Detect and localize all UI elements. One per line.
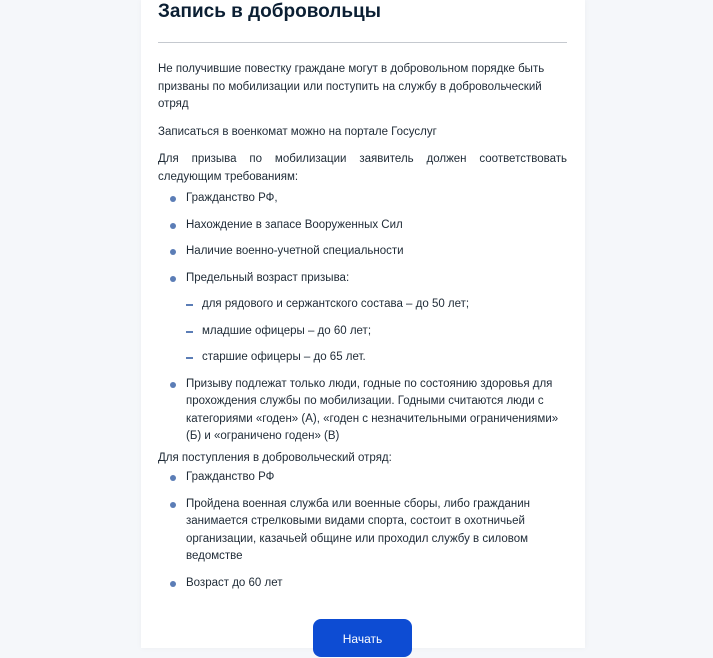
list-item-text: Гражданство РФ, (186, 192, 278, 204)
dash-icon (186, 331, 193, 333)
sub-list-item-text: для рядового и сержантского состава – до 50 лет; (202, 298, 470, 310)
dash-icon (186, 357, 193, 359)
list-item-text: Призыву подлежат только люди, годные по состоянию здоровья для прохождения службы по мобилизации. Годными считаются люди с категориями «годен» (А), «годен с незначительными ограничениями» (Б) и «ограничено годен» (В) (186, 377, 559, 442)
sub-list-item-text: младшие офицеры – до 60 лет; (202, 324, 372, 337)
list-item (158, 270, 567, 367)
sub-list-item (186, 296, 567, 314)
list-item-text: Предельный возраст призыва: (186, 271, 350, 284)
mobilization-heading: Для призыва по мобилизации заявитель должен соответствовать следующим требованиям: (158, 153, 567, 183)
bullet-icon (170, 581, 176, 587)
list-item-text: Нахождение в запасе Вооруженных Сил (186, 218, 403, 231)
title-divider (158, 42, 567, 43)
list-item-text: Наличие военно-учетной специальности (186, 245, 404, 257)
bullet-icon (170, 223, 176, 229)
bullet-icon (170, 276, 176, 282)
list-item (158, 575, 567, 593)
sub-list-item (186, 349, 567, 367)
intro-text: Не получившие повестку граждане могут в добровольном порядке быть призваны по мобилизации или поступить на службу в добровольческий отряд (158, 63, 545, 110)
portal-note: Записаться в военкомат можно на портале Госуслуг (158, 125, 437, 138)
main-content (158, 61, 567, 601)
list-item-text: Пройдена военная служба или военные сборы, либо гражданин занимается стрелковыми видами спорта, состоит в охотничьей организации, казачьей общине или проходил службу в силовом ведомстве (186, 497, 530, 562)
bullet-icon (170, 475, 176, 481)
list-item (158, 243, 567, 261)
list-item (158, 496, 567, 566)
start-button[interactable]: Начать (313, 619, 412, 657)
page-title: Запись в добровольцы (158, 1, 381, 22)
list-item-text: Возраст до 60 лет (186, 576, 283, 589)
dash-icon (186, 304, 193, 306)
mobilization-requirements-list (158, 190, 567, 446)
bullet-icon (170, 196, 176, 202)
volunteer-requirements-list (158, 469, 567, 592)
age-limits-list (186, 296, 567, 367)
list-item (158, 217, 567, 235)
bullet-icon (170, 502, 176, 508)
bullet-icon (170, 382, 176, 388)
sub-list-item (186, 323, 567, 341)
list-item-text: Гражданство РФ (186, 471, 275, 483)
volunteer-heading: Для поступления в добровольческий отряд: (158, 451, 392, 464)
list-item (158, 469, 567, 487)
bullet-icon (170, 249, 176, 255)
list-item (158, 190, 567, 208)
sub-list-item-text: старшие офицеры – до 65 лет. (202, 351, 366, 363)
list-item (158, 376, 567, 446)
